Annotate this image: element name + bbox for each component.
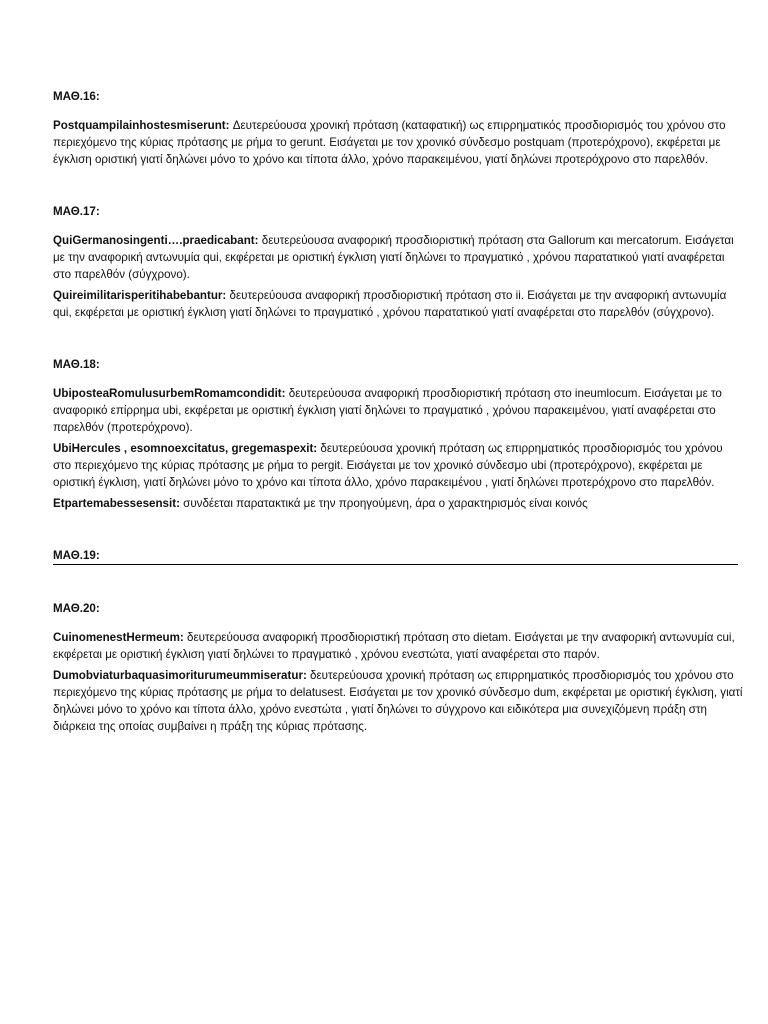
latin-clause: CuinomenestHermeum: [53, 631, 184, 644]
clause-analysis: δευτερεύουσα χρονική πρόταση ως επιρρηματικός προσδιορισμός του χρόνου στο περιεχόμενο της κύριας πρότασης με ρήμα το pergit. Εισάγεται με τον χρονικό σύνδεσμο ubi (προτερόχρονο), εκφέρεται με οριστική έγκλιση, γιατί δηλώνει μόνο το χρόνο και τίποτα άλλο, χρόνο παρακειμένου , γιατί δηλώνει προτερόχρονο στο παρελθόν. [53, 442, 723, 489]
section-heading: ΜΑΘ.17: [53, 205, 100, 218]
latin-clause: Dumobviaturbaquasimoriturumeummiseratur: [53, 669, 307, 682]
latin-clause: Postquampilainhostesmiserunt: [53, 119, 230, 132]
analysis-paragraph [53, 232, 743, 283]
latin-clause: QuiGermanosingenti….praedicabant: [53, 234, 259, 247]
section-heading: ΜΑΘ.20: [53, 602, 100, 615]
analysis-paragraph [53, 629, 743, 663]
latin-clause: UbiHercules , esomnoexcitatus, gregemaspexit: [53, 442, 318, 455]
analysis-paragraph [53, 287, 743, 321]
clause-analysis: Δευτερεύουσα χρονική πρόταση (καταφατική) ως επιρρηματικός προσδιορισμός του χρόνου στο περιεχόμενο της κύριας πρότασης με ρήμα το gerunt. Εισάγεται με τον χρονικό σύνδεσμο postquam (προτερόχρονο), εκφέρεται με έγκλιση οριστική γιατί δηλώνει μόνο το χρόνο και τίποτα άλλο, χρόνο παρακειμένου, γιατί δηλώνει προτερόχρονο στο παρελθόν. [53, 119, 726, 166]
section-heading: ΜΑΘ.16: [53, 90, 100, 103]
clause-analysis: δευτερεύουσα αναφορική προσδιοριστική πρόταση στα Gallorum και mercatorum. Εισάγεται με την αναφορική αντωνυμία qui, εκφέρεται με οριστική έγκλιση γιατί δηλώνει το πραγματικό , χρόνου παρατατικού γιατί αναφέρεται στο παρελθόν (σύγχρονο). [53, 234, 734, 281]
analysis-paragraph [53, 117, 743, 168]
section-heading: ΜΑΘ.18: [53, 358, 100, 371]
analysis-paragraph [53, 495, 743, 512]
latin-clause: Quireimilitarisperitihabebantur: [53, 289, 227, 302]
clause-analysis: δευτερεύουσα αναφορική προσδιοριστική πρόταση στο ii. Εισάγεται με την αναφορική αντωνυμία qui, εκφέρεται με οριστική έγκλιση γιατί δηλώνει το πραγματικό , χρόνου παρατατικού γιατί αναφέρεται στο παρελθόν (σύγχρονο). [53, 289, 727, 319]
analysis-paragraph [53, 385, 743, 436]
analysis-paragraph [53, 440, 743, 491]
latin-clause: Etpartemabessesensit: [53, 497, 180, 510]
latin-clause: UbiposteaRomulusurbemRomamcondidit: [53, 387, 286, 400]
section-heading: ΜΑΘ.19: [53, 547, 738, 565]
clause-analysis: δευτερεύουσα αναφορική προσδιοριστική πρόταση στο dietam. Εισάγεται με την αναφορική αντωνυμία cui, εκφέρεται με οριστική έγκλιση γιατί δηλώνει το πραγματικό , χρόνου ενεστώτα, γιατί αναφέρεται στο παρόν. [53, 631, 735, 661]
analysis-paragraph [53, 667, 743, 735]
document-body [53, 88, 743, 735]
clause-analysis: συνδέεται παρατακτικά με την προηγούμενη, άρα ο χαρακτηρισμός είναι κοινός [179, 497, 588, 510]
clause-analysis: δευτερεύουσα αναφορική προσδιοριστική πρόταση στο ineumlocum. Εισάγεται με το αναφορικό επίρρημα ubi, εκφέρεται με οριστική έγκλιση γιατί δηλώνει το πραγματικό , χρόνου παρακειμένου, γιατί αναφέρεται στο παρελθόν (προτερόχρονο). [53, 387, 722, 434]
clause-analysis: δευτερεύουσα χρονική πρόταση ως επιρρηματικός προσδιορισμός του χρόνου στο περιεχόμενο της κύριας πρότασης με ρήμα το delatusest. Εισάγεται με τον χρονικό σύνδεσμο dum, εκφέρεται με οριστική έγκλιση, γιατί δηλώνει μόνο το χρόνο και τίποτα άλλο, χρόνο ενεστώτα , γιατί δηλώνει το σύγχρονο και ειδικότερα μια συνεχιζόμενη πράξη στη διάρκεια της οποίας συμβαίνει η πράξη της κύριας πρότασης. [53, 669, 743, 733]
